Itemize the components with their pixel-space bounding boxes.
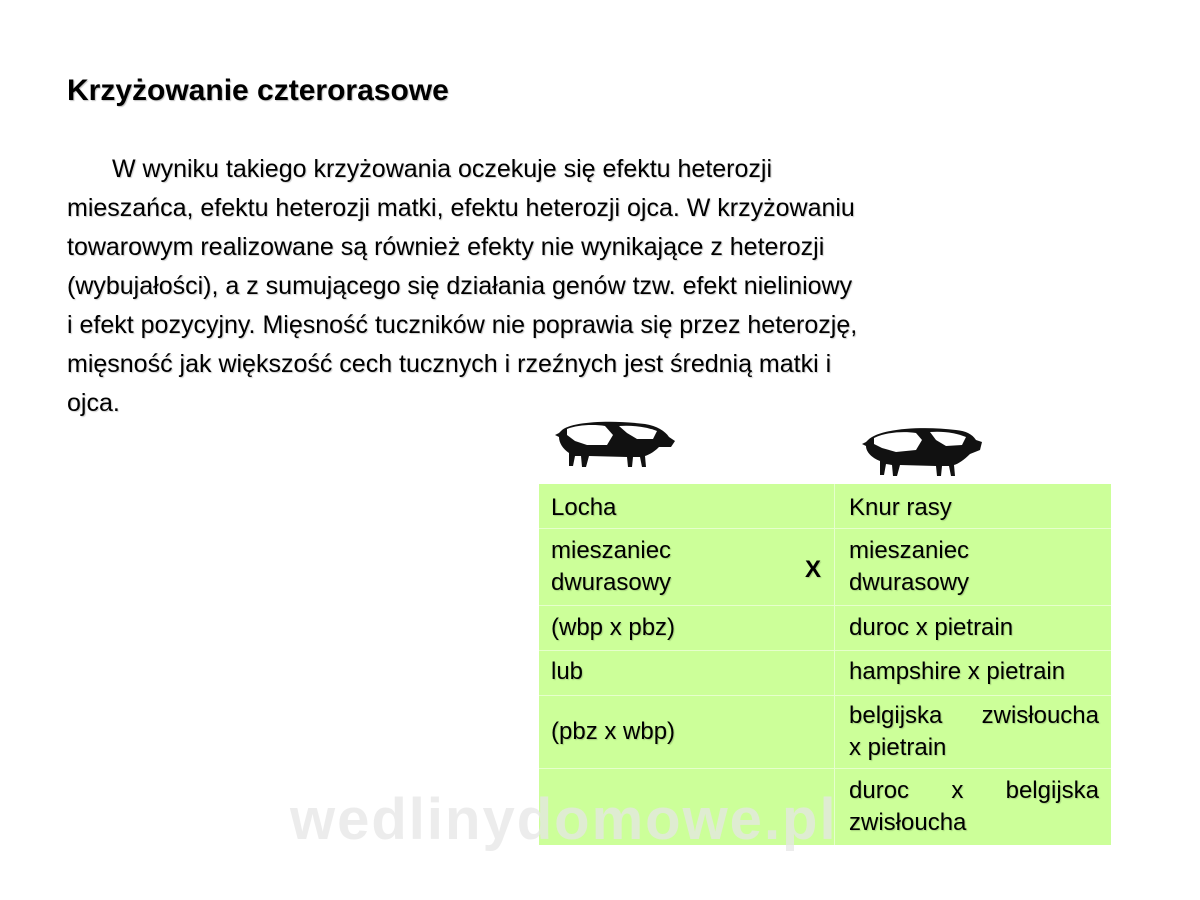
table-row: [539, 484, 1111, 529]
boar-cross-1: duroc x pietrain: [849, 614, 1014, 641]
paragraph-line: W wyniku takiego krzyżowania oczekuje się efektu heterozji: [112, 155, 773, 183]
cross-sign: X: [805, 556, 822, 583]
paragraph-line: towarowym realizowane są również efekty nie wynikające z heterozji: [67, 233, 825, 261]
boar-type: mieszaniec dwurasowy: [849, 537, 970, 596]
body-paragraph: [67, 150, 1057, 423]
pig-icon: [553, 411, 677, 473]
boar-cross-3: belgijska zwisłoucha x pietrain: [849, 702, 1099, 761]
page-title: Krzyżowanie czterorasowe: [67, 74, 449, 107]
table-row: [539, 529, 1111, 606]
paragraph-line: i efekt pozycyjny. Mięsność tuczników nie poprawia się przez heterozję,: [67, 311, 858, 339]
paragraph-line: (wybujałości), a z sumującego się działania genów tzw. efekt nieliniowy: [67, 272, 853, 300]
sow-header: Locha: [551, 494, 617, 521]
sow-cross-1: (wbp x pbz): [551, 614, 676, 641]
table-row: [539, 651, 1111, 696]
watermark: wedlinydomowe.pl: [290, 787, 838, 852]
paragraph-line: mieszańca, efektu heterozji matki, efektu heterozji ojca. W krzyżowaniu: [67, 194, 855, 222]
boar-cross-4: duroc x belgijska zwisłoucha: [849, 777, 1099, 836]
table-row: [539, 606, 1111, 651]
sow-or: lub: [551, 658, 584, 685]
paragraph-line: mięsność jak większość cech tucznych i rzeźnych jest średnią matki i: [67, 350, 832, 378]
boar-header: Knur rasy: [849, 494, 952, 521]
pig-icon: [858, 418, 984, 480]
table-row: [539, 696, 1111, 769]
paragraph-line: ojca.: [67, 389, 120, 417]
sow-cross-2: (pbz x wbp): [551, 718, 676, 745]
boar-cross-2: hampshire x pietrain: [849, 658, 1066, 685]
sow-type: mieszaniec dwurasowy: [551, 537, 672, 596]
